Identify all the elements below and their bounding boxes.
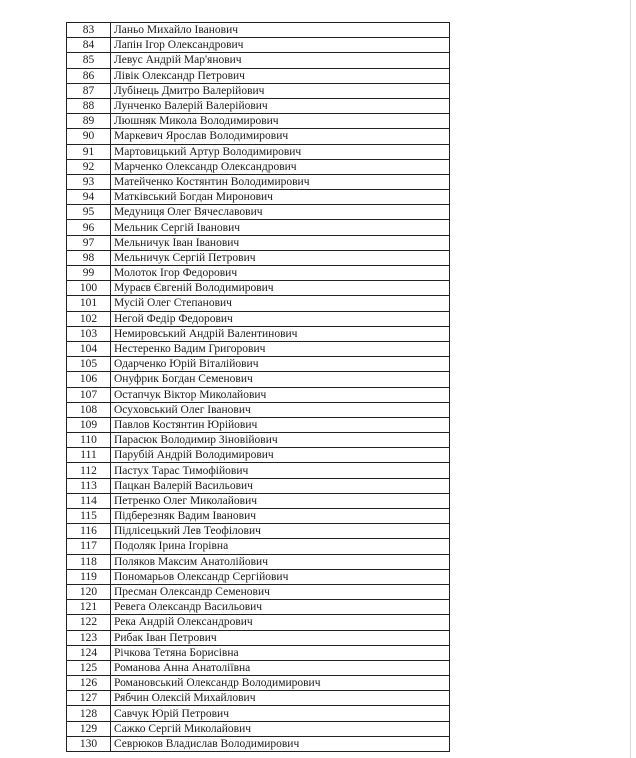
full-name-cell: Парубій Андрій Володимирович [111,448,450,463]
row-number-cell: 99 [67,266,111,281]
full-name-cell: Лівік Олександр Петрович [111,68,450,83]
full-name-cell: Пацкан Валерій Васильович [111,478,450,493]
table-row [67,433,450,448]
table-row [67,417,450,432]
full-name-cell: Мельничук Сергій Петрович [111,250,450,265]
table-row [67,190,450,205]
table-row [67,357,450,372]
table-row [67,387,450,402]
full-name-cell: Сажко Сергій Миколайович [111,721,450,736]
table-row [67,615,450,630]
table-row [67,129,450,144]
table-row [67,372,450,387]
table-row [67,509,450,524]
full-name-cell: Маркевич Ярослав Володимирович [111,129,450,144]
table-row [67,736,450,751]
full-name-cell: Рябчин Олексій Михайлович [111,691,450,706]
row-number-cell: 112 [67,463,111,478]
row-number-cell: 124 [67,645,111,660]
full-name-cell: Парасюк Володимир Зіновійович [111,433,450,448]
row-number-cell: 116 [67,524,111,539]
table-row [67,539,450,554]
row-number-cell: 113 [67,478,111,493]
row-number-cell: 118 [67,554,111,569]
full-name-cell: Савчук Юрій Петрович [111,706,450,721]
table-row [67,98,450,113]
full-name-cell: Лунченко Валерій Валерійович [111,98,450,113]
full-name-cell: Севрюков Владислав Володимирович [111,736,450,751]
table-row [67,114,450,129]
full-name-cell: Река Андрій Олександрович [111,615,450,630]
table-row [67,645,450,660]
row-number-cell: 91 [67,144,111,159]
full-name-cell: Річкова Тетяна Борисівна [111,645,450,660]
table-row [67,23,450,38]
table-row [67,205,450,220]
row-number-cell: 93 [67,174,111,189]
row-number-cell: 108 [67,402,111,417]
table-row [67,478,450,493]
row-number-cell: 125 [67,660,111,675]
row-number-cell: 89 [67,114,111,129]
table-row [67,706,450,721]
table-row [67,569,450,584]
full-name-cell: Підлісецький Лев Теофілович [111,524,450,539]
row-number-cell: 104 [67,341,111,356]
table-row [67,554,450,569]
full-name-cell: Мусій Олег Степанович [111,296,450,311]
full-name-cell: Одарченко Юрій Віталійович [111,357,450,372]
full-name-cell: Мартовицький Артур Володимирович [111,144,450,159]
table-row [67,68,450,83]
row-number-cell: 127 [67,691,111,706]
full-name-cell: Пресман Олександр Семенович [111,584,450,599]
row-number-cell: 84 [67,38,111,53]
row-number-cell: 101 [67,296,111,311]
full-name-cell: Мельничук Іван Іванович [111,235,450,250]
table-row [67,235,450,250]
row-number-cell: 96 [67,220,111,235]
row-number-cell: 103 [67,326,111,341]
table-row [67,493,450,508]
row-number-cell: 126 [67,676,111,691]
full-name-cell: Романова Анна Анатоліївна [111,660,450,675]
table-row [67,584,450,599]
full-name-cell: Поляков Максим Анатолійович [111,554,450,569]
table-row [67,463,450,478]
full-name-cell: Осуховський Олег Іванович [111,402,450,417]
full-name-cell: Негой Федір Федорович [111,311,450,326]
row-number-cell: 102 [67,311,111,326]
table-row [67,676,450,691]
row-number-cell: 128 [67,706,111,721]
table-row [67,144,450,159]
row-number-cell: 98 [67,250,111,265]
table-row [67,281,450,296]
full-name-cell: Пономарьов Олександр Сергійович [111,569,450,584]
full-name-cell: Романовський Олександр Володимирович [111,676,450,691]
deputies-table-body [67,23,450,752]
table-row [67,159,450,174]
row-number-cell: 114 [67,493,111,508]
row-number-cell: 92 [67,159,111,174]
row-number-cell: 107 [67,387,111,402]
full-name-cell: Молоток Ігор Федорович [111,266,450,281]
row-number-cell: 122 [67,615,111,630]
row-number-cell: 115 [67,509,111,524]
table-row [67,220,450,235]
table-row [67,38,450,53]
row-number-cell: 105 [67,357,111,372]
table-row [67,174,450,189]
full-name-cell: Немировський Андрій Валентинович [111,326,450,341]
row-number-cell: 129 [67,721,111,736]
table-row [67,660,450,675]
table-row [67,524,450,539]
full-name-cell: Мельник Сергій Іванович [111,220,450,235]
page-edge-divider [630,0,631,758]
table-row [67,691,450,706]
deputies-table [66,22,450,752]
full-name-cell: Остапчук Віктор Миколайович [111,387,450,402]
table-row [67,296,450,311]
row-number-cell: 97 [67,235,111,250]
row-number-cell: 121 [67,600,111,615]
full-name-cell: Подоляк Ірина Ігорівна [111,539,450,554]
row-number-cell: 106 [67,372,111,387]
row-number-cell: 95 [67,205,111,220]
full-name-cell: Підберезняк Вадим Іванович [111,509,450,524]
table-row [67,402,450,417]
full-name-cell: Нестеренко Вадим Григорович [111,341,450,356]
table-row [67,448,450,463]
full-name-cell: Левус Андрій Мар'янович [111,53,450,68]
full-name-cell: Пастух Тарас Тимофійович [111,463,450,478]
row-number-cell: 83 [67,23,111,38]
row-number-cell: 109 [67,417,111,432]
full-name-cell: Петренко Олег Миколайович [111,493,450,508]
full-name-cell: Марченко Олександр Олександрович [111,159,450,174]
full-name-cell: Павлов Костянтин Юрійович [111,417,450,432]
full-name-cell: Лубінець Дмитро Валерійович [111,83,450,98]
full-name-cell: Лапін Ігор Олександрович [111,38,450,53]
full-name-cell: Рибак Іван Петрович [111,630,450,645]
table-row [67,630,450,645]
full-name-cell: Люшняк Микола Володимирович [111,114,450,129]
row-number-cell: 85 [67,53,111,68]
table-row [67,83,450,98]
table-row [67,266,450,281]
row-number-cell: 88 [67,98,111,113]
full-name-cell: Медуниця Олег Вячеславович [111,205,450,220]
row-number-cell: 100 [67,281,111,296]
row-number-cell: 120 [67,584,111,599]
table-row [67,326,450,341]
row-number-cell: 90 [67,129,111,144]
row-number-cell: 111 [67,448,111,463]
table-row [67,600,450,615]
table-row [67,721,450,736]
full-name-cell: Ланьо Михайло Іванович [111,23,450,38]
row-number-cell: 86 [67,68,111,83]
row-number-cell: 117 [67,539,111,554]
full-name-cell: Мураєв Євгеній Володимирович [111,281,450,296]
row-number-cell: 110 [67,433,111,448]
table-row [67,250,450,265]
full-name-cell: Ревега Олександр Васильович [111,600,450,615]
row-number-cell: 119 [67,569,111,584]
row-number-cell: 130 [67,736,111,751]
row-number-cell: 123 [67,630,111,645]
table-row [67,341,450,356]
table-row [67,53,450,68]
full-name-cell: Матківський Богдан Миронович [111,190,450,205]
row-number-cell: 87 [67,83,111,98]
full-name-cell: Онуфрик Богдан Семенович [111,372,450,387]
row-number-cell: 94 [67,190,111,205]
table-row [67,311,450,326]
full-name-cell: Матейченко Костянтин Володимирович [111,174,450,189]
